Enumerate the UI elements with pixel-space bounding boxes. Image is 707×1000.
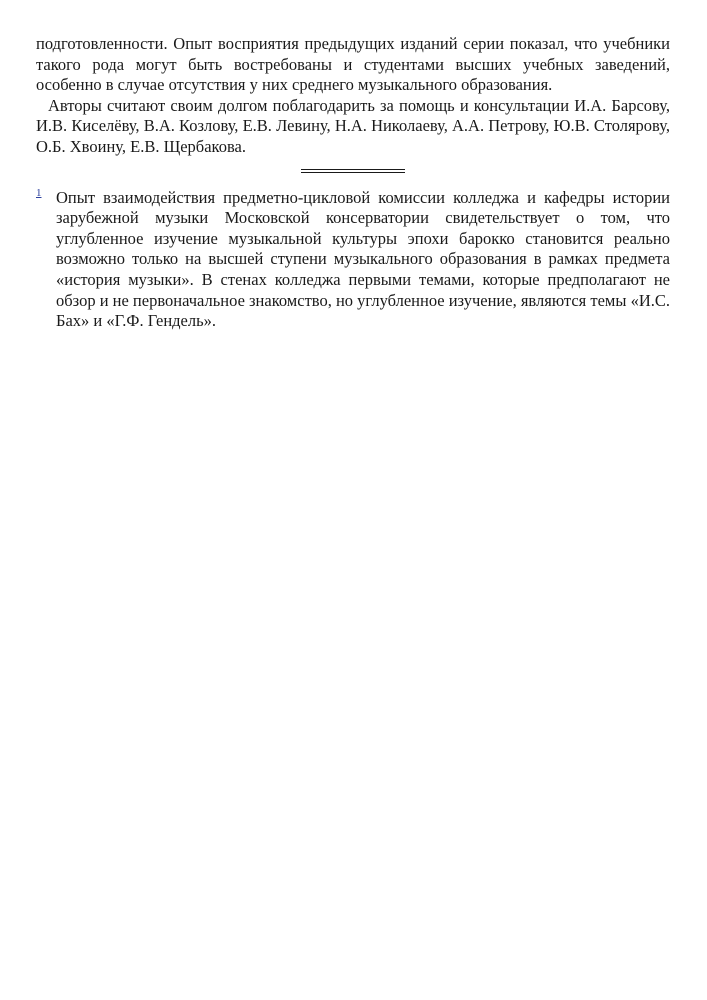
footnote-link[interactable]: 1	[36, 186, 42, 199]
footnote	[36, 188, 670, 332]
document-page	[36, 34, 670, 332]
footnote-text: Опыт взаимодействия предметно-цикловой комиссии колледжа и кафедры истории зарубежной музыки Московской консерватории свидетельствует о том, что углубленное изучение музыкальной культуры эпохи барокко становится реально возможно только на высшей ступени музыкального образования в рамках предмета «история музыки». В стенах колледжа первыми темами, которые предполагают не обзор и не первоначальное знакомство, но углубленное изучение, являются темы «И.С. Бах» и «Г.Ф. Гендель».	[56, 187, 670, 331]
footnote-separator	[301, 169, 405, 173]
body-paragraph: подготовленности. Опыт восприятия предыдущих изданий серии показал, что учебники такого рода могут быть востребованы и студентами высших учебных заведений, особенно в случае отсутствия у них среднего музыкального образования.	[36, 34, 670, 95]
acknowledgements-paragraph: Авторы считают своим долгом поблагодарить за помощь и консультации И.А. Барсову, И.В. Киселёву, В.А. Козлову, Е.В. Левину, Н.А. Николаеву, А.А. Петрову, Ю.В. Столярову, О.Б. Хвоину, Е.В. Щербакова.	[36, 95, 670, 156]
